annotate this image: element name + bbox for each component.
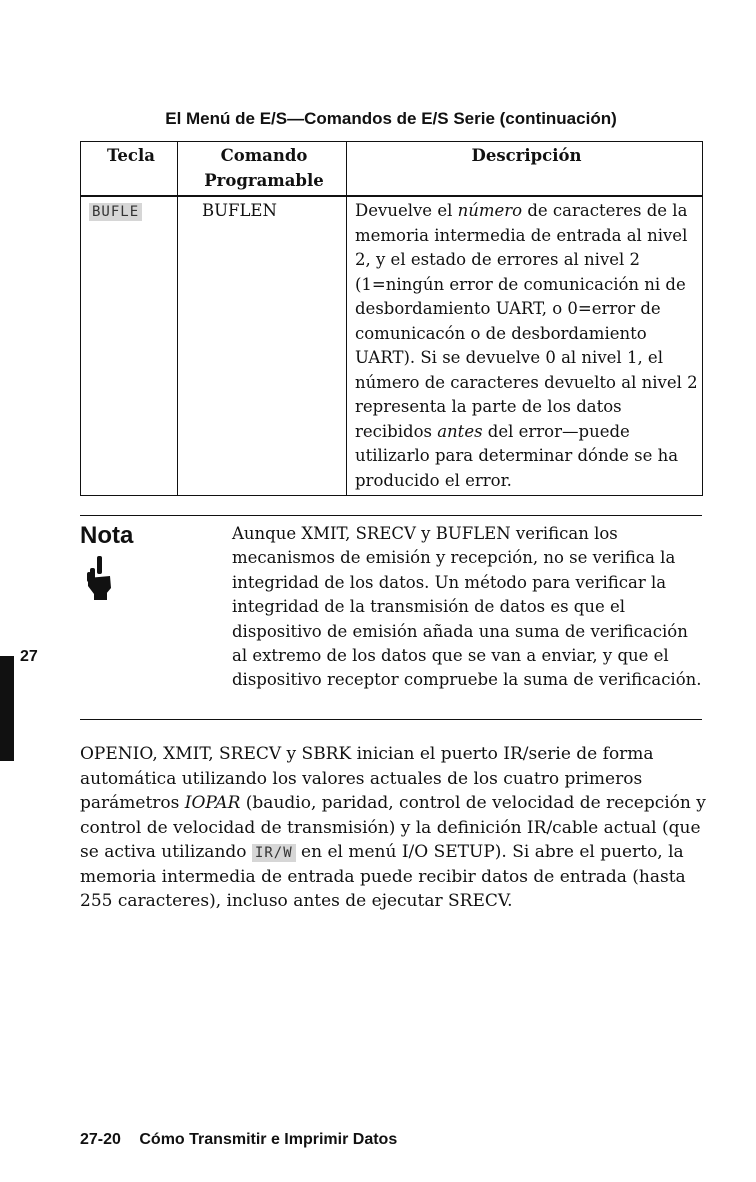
note-top-rule <box>80 515 702 516</box>
note-bottom-rule <box>80 719 702 720</box>
body-part-3: en el menú I/O SETUP). Si abre el puerto, la memoria intermedia de entrada puede recibir datos de entrada (hasta 255 caracteres), incluso antes de ejecutar SRECV. <box>80 842 686 911</box>
desc-part-1: Devuelve el <box>355 201 458 220</box>
header-description: Descripción <box>347 142 703 197</box>
body-paragraph <box>80 742 710 914</box>
header-key: Tecla <box>81 142 178 197</box>
page-number: 27-20 <box>80 1131 121 1148</box>
body-part-1: OPENIO, XMIT, SRECV y SBRK inician el puerto IR/serie de forma automática utilizando los valores actuales de los cuatro primeros parámetros <box>80 744 654 813</box>
chapter-tab-bar <box>0 656 14 761</box>
desc-part-2: de caracteres de la memoria intermedia de entrada al nivel 2, y el estado de errores al nivel 2 (1=ningún error de comunicación ni de desbordamiento UART, o 0=error de comunicacón o de desbordamiento UART). Si se devuelve 0 al nivel 1, el número de caracteres devuelto al nivel 2 representa la parte de los datos recibidos <box>355 201 698 441</box>
header-command <box>178 142 347 197</box>
desc-part-3: del error—puede utilizarlo para determinar dónde se ha producido el error. <box>355 421 679 490</box>
table-title: El Menú de E/S—Comandos de E/S Serie (continuación) <box>165 109 617 128</box>
body-part-2: (baudio, paridad, control de velocidad de recepción y control de velocidad de transmisión) y la definición IR/cable actual (que se activa utilizando <box>80 793 706 862</box>
note-text: Aunque XMIT, SRECV y BUFLEN verifican los mecanismos de emisión y recepción, no se verifica la integridad de los datos. Un método para verificar la integridad de la transmisión de datos es que el dispositivo de emisión añada una suma de verificación al extremo de los datos que se van a enviar, y que el dispositivo receptor compruebe la suma de verificación. <box>232 524 702 690</box>
chapter-tab-number: 27 <box>20 648 38 665</box>
footer-chapter-title: Cómo Transmitir e Imprimir Datos <box>139 1131 398 1148</box>
desc-italic-numero: número <box>457 201 523 220</box>
desc-italic-antes: antes <box>437 421 483 441</box>
header-command-line1: Comando <box>220 146 308 165</box>
command-table <box>80 141 703 496</box>
header-command-line2: Programable <box>204 170 324 190</box>
body-italic-iopar: IOPAR <box>184 793 241 813</box>
pointing-hand-icon <box>84 556 114 600</box>
table-row <box>81 196 703 496</box>
command-cell: BUFLEN <box>178 196 347 496</box>
irw-softkey: IR/W <box>252 844 296 862</box>
bufle-softkey: BUFLE <box>89 203 142 221</box>
key-cell <box>81 196 178 496</box>
page-footer <box>80 1131 397 1149</box>
description-cell <box>347 196 703 496</box>
table-header-row <box>81 142 703 197</box>
note-label: Nota <box>80 522 134 549</box>
